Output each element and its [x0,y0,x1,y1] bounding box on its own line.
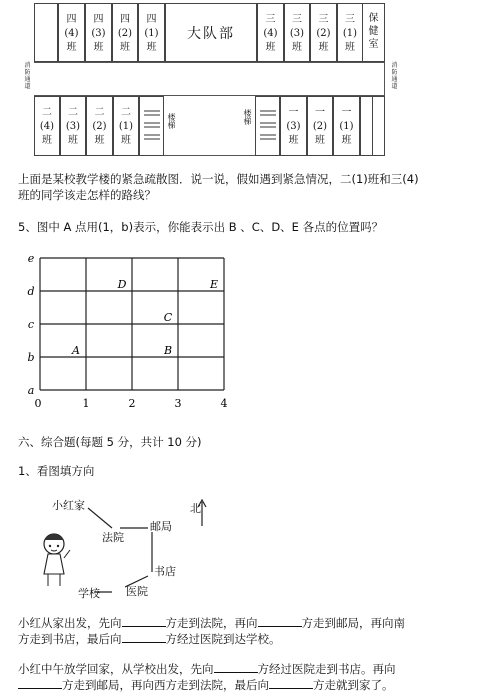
point-label: A [72,344,80,357]
health-room-char: 健 [368,26,379,37]
room-grade: 二 [94,107,105,118]
para1-text: 方走到法院，再向 [165,616,258,630]
room-grade: 四 [66,14,77,25]
room-3-3 [284,3,310,62]
brigade-office [165,3,257,62]
para1-text: 方经过医院到达学校。 [165,632,281,646]
question-4-line2: 班的同学该走怎样的路线？ [18,188,156,202]
map-label-hospital: 医院 [126,585,148,598]
room-grade: 一 [341,107,352,118]
stairs-left-label: 楼梯 [167,113,176,130]
room-3-1 [337,3,363,62]
map-label-school: 学校 [78,587,100,600]
answer-blank-5[interactable] [18,677,62,689]
room-3-2 [310,3,337,62]
y-tick-label: c [27,318,35,331]
room-1-2 [307,96,333,156]
room-grade: 三 [345,14,355,25]
para2-text: 小红中午放学回家，从学校出发，先向 [18,662,214,676]
room-grade: 一 [315,107,325,118]
answer-blank-2[interactable] [258,615,302,627]
x-tick-label: 4 [220,397,228,410]
north-label: 北 [190,502,201,515]
health-room-char: 保 [368,13,379,24]
room-2-3 [60,96,86,156]
room-ban: 班 [265,42,276,53]
x-tick-label: 0 [34,397,42,410]
room-ban: 班 [120,42,130,53]
route-home-court [88,508,112,528]
room-class: (3) [91,28,106,39]
room-1-3 [280,96,307,156]
room-class: (1) [144,28,159,39]
answer-blank-6[interactable] [269,677,313,689]
room-4-2 [112,3,138,62]
evacuation-floor-plan [20,0,373,158]
room-3-4 [257,3,284,62]
stairs-right-icon [256,97,281,157]
room-class: (2) [92,121,107,132]
room-4-3 [85,3,112,62]
map-label-book: 书店 [154,565,176,578]
room-ban: 班 [146,42,157,53]
x-tick-label: 2 [128,397,136,410]
para2-text: 方走到邮局，再向西方走到法院，最后向 [62,678,269,692]
corridor-right-ext [373,62,385,96]
staircase-right [255,96,280,156]
fire-exit-left-label: 消防通道 [24,62,31,90]
para1-text: 方走到书店，最后向 [18,632,122,646]
stairs-left-icon [140,97,165,157]
section-6-heading: 六、综合题(每题 5 分，共计 10 分) [18,435,202,449]
north-arrow-icon [196,498,208,528]
room-grade: 二 [42,107,52,118]
fire-exit-right-label: 消防通道 [391,62,398,90]
x-tick-label: 1 [82,397,90,410]
room-class: (1) [118,121,134,132]
room-grade: 一 [288,107,299,118]
question-5: 5、图中 A 点用(1，b)表示，你能表示出 B 、C、D、E 各点的位置吗？ [18,220,384,234]
y-tick-label: a [27,384,35,397]
room-class: (2) [316,28,331,39]
staircase-left [139,96,164,156]
room-ban: 班 [292,42,302,53]
answer-blank-3[interactable] [122,631,166,643]
bottom-right-ext [373,96,385,156]
corridor [34,62,373,96]
room-2-2 [86,96,113,156]
para2-text: 方经过医院走到书店。再向 [257,662,396,676]
y-tick-label: b [27,351,35,364]
room-class: (2) [312,121,328,132]
question-4-line1: 上面是某校教学楼的紧急疏散图．说一说，假如遇到紧急情况，二(1)班和三(4) [18,172,419,186]
health-room-char: 室 [368,39,379,50]
room-class: (4) [39,121,55,132]
coordinate-grid-chart [26,252,246,416]
room-grade: 四 [120,14,130,25]
map-label-home: 小红家 [52,499,85,512]
para1-text: 小红从家出发，先向 [18,616,122,630]
room-grade: 三 [318,14,329,25]
room-grade: 四 [146,14,157,25]
room-class: (3) [286,121,301,132]
room-ban: 班 [93,42,104,53]
paragraph-2-line2 [18,676,394,694]
room-class: (1) [342,28,358,39]
y-tick-label: e [27,252,35,265]
answer-blank-1[interactable] [122,615,166,627]
room-ban: 班 [42,135,52,146]
point-label: C [163,311,173,324]
map-label-post: 邮局 [150,520,172,533]
y-tick-label: d [27,285,35,298]
room-1-1 [333,96,360,156]
answer-blank-4[interactable] [214,661,258,673]
bottom-right-cell [360,96,373,156]
room-grade: 四 [93,14,104,25]
room-2-1 [113,96,139,156]
room-grade: 三 [265,14,276,25]
room-grade: 三 [292,14,302,25]
stairs-right-label: 楼梯 [243,109,252,126]
room-ban: 班 [66,42,77,53]
point-label: B [163,344,173,357]
room-class: (4) [263,28,278,39]
map-label-court: 法院 [102,531,124,544]
question-6-1: 1、看图填方向 [18,464,95,478]
health-room-ext [363,3,385,62]
room-class: (3) [289,28,305,39]
point-label: E [209,278,219,291]
brigade-office-label: 大队部 [187,26,235,42]
room-ban: 班 [94,135,105,146]
room-ban: 班 [68,135,78,146]
girl-figure-icon [44,534,70,586]
room-2-4 [34,96,60,156]
room-4-4 [58,3,85,62]
top-left-cell [34,3,58,62]
room-class: (3) [65,121,81,132]
room-class: (1) [339,121,354,132]
room-4-1 [138,3,165,62]
room-grade: 二 [68,107,78,118]
room-ban: 班 [318,42,329,53]
room-ban: 班 [315,135,325,146]
room-class: (4) [64,28,79,39]
paragraph-1-line2 [18,630,281,648]
room-ban: 班 [345,42,355,53]
room-class: (2) [117,28,133,39]
para2-text: 方走就到家了。 [313,678,394,692]
room-ban: 班 [341,135,352,146]
room-ban: 班 [121,135,131,146]
para1-text: 方走到邮局，再向南 [301,616,405,630]
x-tick-label: 3 [174,397,182,410]
room-grade: 二 [121,107,131,118]
point-label: D [117,278,127,291]
room-ban: 班 [288,135,299,146]
